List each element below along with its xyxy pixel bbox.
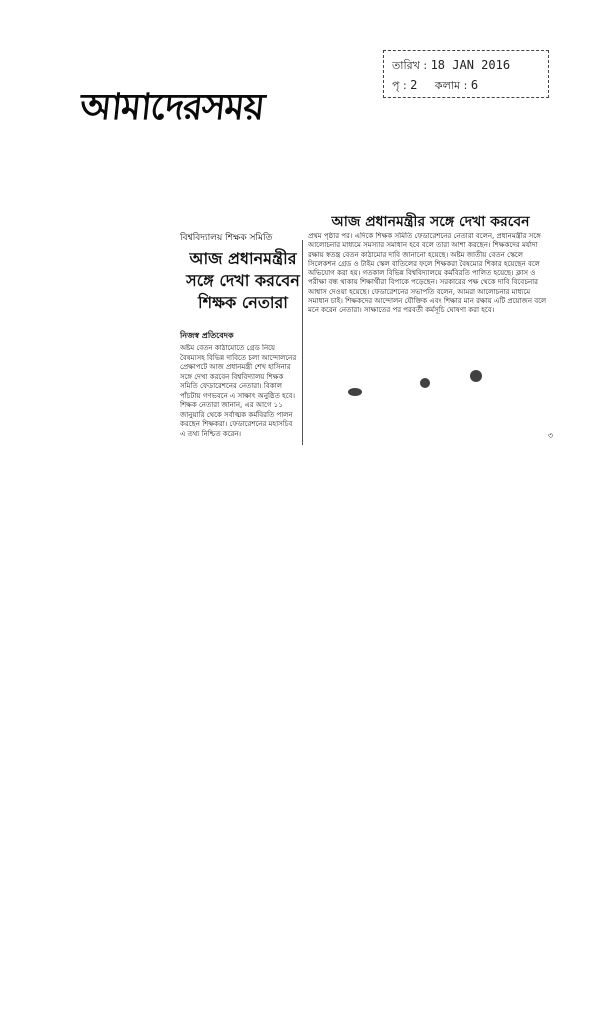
stamp-page-label: পৃ	[392, 79, 400, 92]
column-divider	[302, 240, 303, 445]
page-marker: ৩	[547, 431, 553, 440]
ink-blot-mark	[348, 388, 362, 396]
stamp-column-label: কলাম	[434, 79, 461, 92]
article-right-column	[308, 210, 553, 445]
stamp-date-label: তারিখ	[392, 59, 420, 72]
stamp-column-value: 6	[470, 78, 479, 92]
stamp-date-value: 18 JAN 2016	[430, 58, 511, 72]
stamp-date-row: তারিখ : 18 JAN 2016	[392, 58, 511, 72]
archive-stamp	[383, 50, 549, 98]
newspaper-masthead: আমাদেরসময়	[78, 87, 267, 128]
article-body: অষ্টম বেতন কাঠামোতে গ্রেড নিয়ে বৈষম্যসহ বিভিন্ন দাবিতে চলা আন্দোলনের প্রেক্ষাপটে আজ প্রধানমন্ত্রী শেখ হাসিনার সঙ্গে দেখা করবেন বিশ্ববিদ্যালয় শিক্ষক সমিতি ফেডারেশনের নেতারা। বিকাল পাঁচটায় গণভবনে এ সাক্ষাৎ অনুষ্ঠিত হবে। শিক্ষক নেতারা জানান, এর আগে ১১ জানুয়ারি থেকে সর্বাত্মক কর্মবিরতি পালন করছেন শিক্ষকরা। ফেডারেশনের মহাসচিব এ তথ্য নিশ্চিত করেন।	[180, 344, 297, 438]
ink-blot-mark	[470, 370, 482, 382]
continuation-headline: আজ প্রধানমন্ত্রীর সঙ্গে দেখা করবেন	[331, 214, 530, 230]
article-headline: আজ প্রধানমন্ত্রীর সঙ্গে দেখা করবেন শিক্ষক নেতারা	[186, 249, 300, 312]
ink-blot-mark	[420, 378, 430, 388]
article-byline: নিজস্ব প্রতিবেদক	[180, 331, 234, 340]
article-kicker: বিশ্ববিদ্যালয় শিক্ষক সমিতি	[180, 233, 273, 243]
article-left-column	[180, 230, 300, 445]
stamp-page-row: পৃ : 2 কলাম : 6	[392, 78, 479, 92]
news-clipping	[170, 210, 555, 445]
continuation-body: প্রথম পৃষ্ঠার পর। এদিকে শিক্ষক সমিতি ফেডারেশনের নেতারা বলেন, প্রধানমন্ত্রীর সঙ্গে আলোচনার মাধ্যমে সমস্যার সমাধান হবে বলে তারা আশা করছেন। শিক্ষকদের মর্যাদা রক্ষায় স্বতন্ত্র বেতন কাঠামোর দাবি জানানো হয়েছে। অষ্টম জাতীয় বেতন স্কেলে সিলেকশন গ্রেড ও টাইম স্কেল বাতিলের ফলে শিক্ষকরা বৈষম্যের শিকার হয়েছেন বলে অভিযোগ করা হয়। গতকাল বিভিন্ন বিশ্ববিদ্যালয়ে কর্মবিরতি পালিত হয়েছে। ক্লাস ও পরীক্ষা বন্ধ থাকায় শিক্ষার্থীরা বিপাকে পড়েছেন। সরকারের পক্ষ থেকে দাবি বিবেচনার আশ্বাস দেওয়া হয়েছে। ফেডারেশনের সভাপতি বলেন, আমরা আলোচনার মাধ্যমে সমাধান চাই। শিক্ষকদের আন্দোলন যৌক্তিক এবং শিক্ষার মান রক্ষায় এটি প্রয়োজন বলে মনে করেন নেতারা। সাক্ষাতের পর পরবর্তী কর্মসূচি ঘোষণা করা হবে।	[308, 232, 547, 315]
stamp-page-value: 2	[410, 78, 418, 92]
